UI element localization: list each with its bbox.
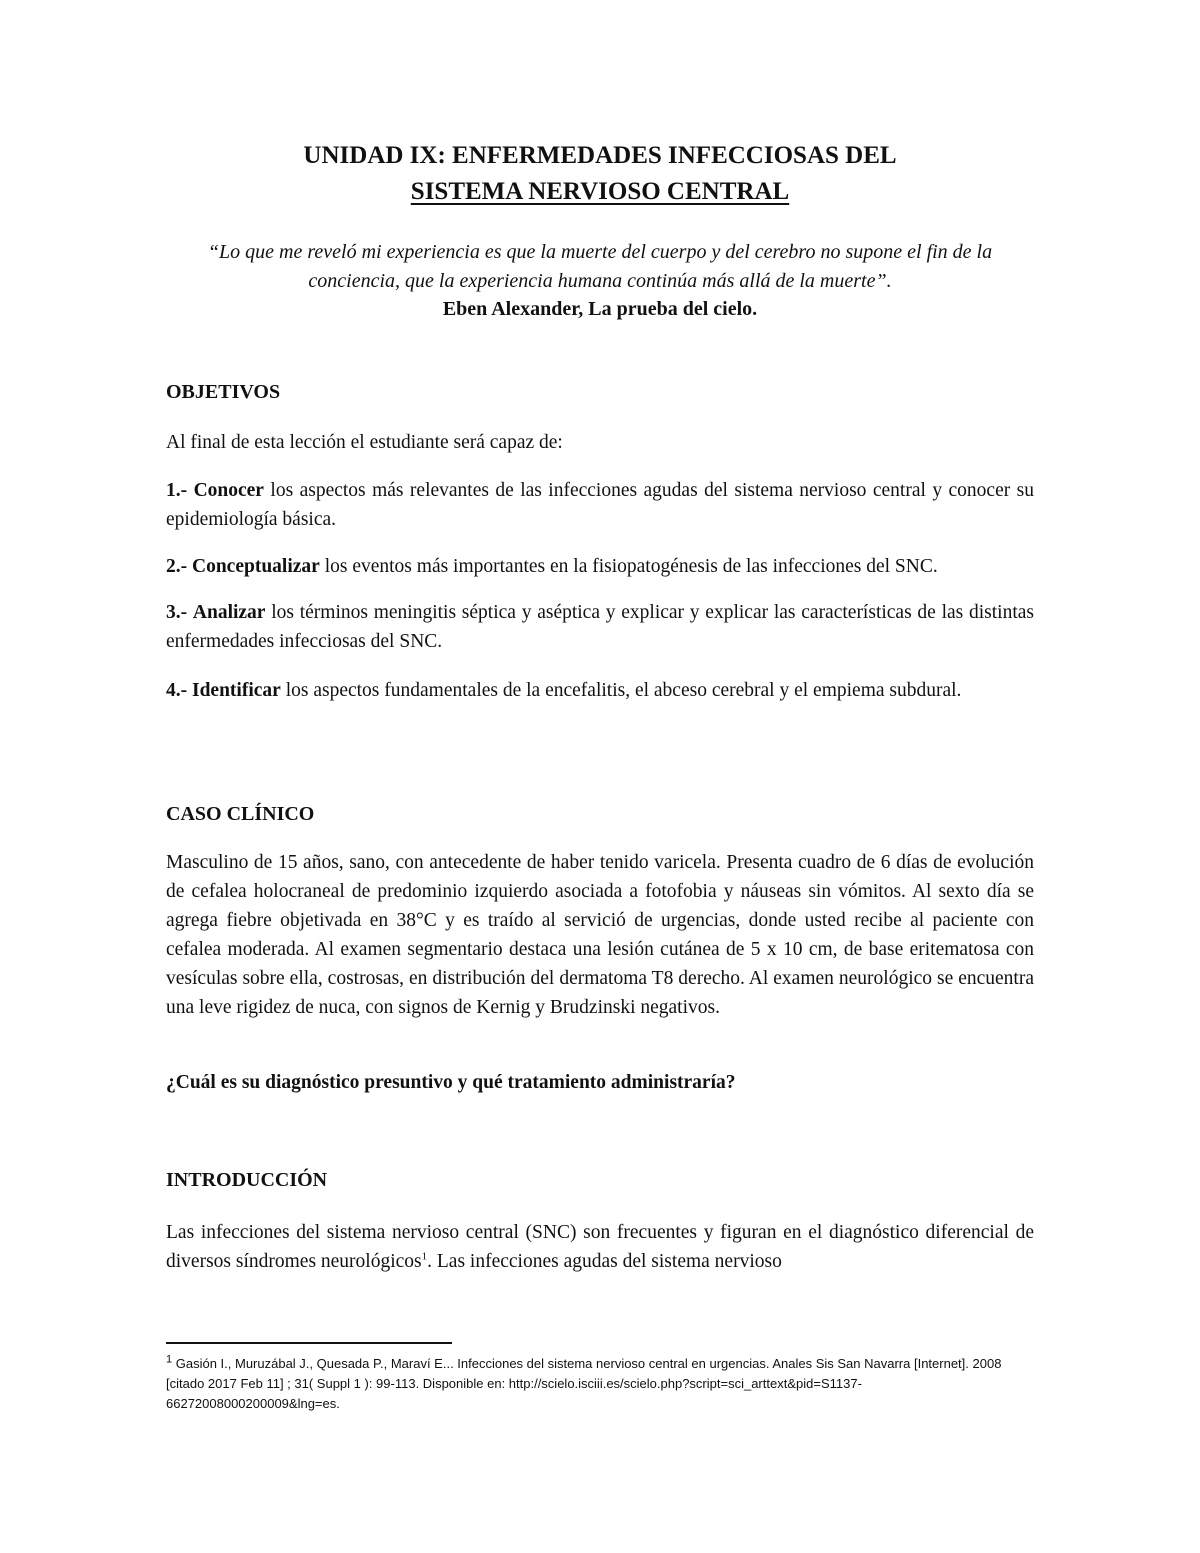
caso-clinico-question: ¿Cuál es su diagnóstico presuntivo y qué tratamiento administraría? [166,1072,736,1093]
footnote-text: Gasión I., Muruzábal J., Quesada P., Maraví E... Infecciones del sistema nervioso central en urgencias. Anales Sis San Navarra [Internet]. 2008 [citado 2017 Feb 11] ; 31( Suppl 1 ): 99-113. Disponible en: http://scielo.isciii.es/scielo.php?script=sci_arttext&pid=S1137-66272008000200009&lng=es. [166,1356,1002,1411]
introduccion-text [166,1218,1034,1276]
heading-caso-clinico: CASO CLÍNICO [166,803,315,825]
objective-2-num: 2.- [166,556,188,577]
objective-4-verb: Identificar [192,680,281,701]
objective-1-text: los aspectos más relevantes de las infecciones agudas del sistema nervioso central y conocer su epidemiología básica. [166,480,1034,530]
heading-introduccion: INTRODUCCIÓN [166,1169,328,1191]
footnote [166,1354,1034,1414]
caso-clinico-text: Masculino de 15 años, sano, con antecedente de haber tenido varicela. Presenta cuadro de 6 días de evolución de cefalea holocraneal de predominio izquierdo asociada a fotofobia y náuseas sin vómitos. Al sexto día se agrega fiebre objetivada en 38°C y es traído al servició de urgencias, donde usted recibe al paciente con cefalea moderada. Al examen segmentario destaca una lesión cutánea de 5 x 10 cm, de base eritematosa con vesículas sobre ella, costrosas, en distribución del dermatoma T8 derecho. Al examen neurológico se encuentra una leve rigidez de nuca, con signos de Kernig y Brudzinski negativos. [166,852,1034,1018]
objective-1-num: 1.- [166,480,188,501]
title-line-1: UNIDAD IX: ENFERMEDADES INFECCIOSAS DEL [303,142,897,169]
footnote-ref[interactable]: 1 [421,1250,428,1263]
footnote-number: 1 [166,1353,173,1366]
introduccion-text-a: Las infecciones del sistema nervioso central (SNC) son frecuentes y figuran en el diagnóstico diferencial de diversos síndromes neurológicos [166,1222,1034,1272]
heading-objetivos: OBJETIVOS [166,381,281,403]
objective-2-text: los eventos más importantes en la fisiopatogénesis de las infecciones del SNC. [319,556,938,577]
introduccion-text-b: . Las infecciones agudas del sistema nervioso [427,1251,782,1272]
objective-1-verb: Conocer [193,480,264,501]
objective-3-verb: Analizar [192,602,266,623]
objective-item-1 [166,476,1034,534]
objective-3-num: 3.- [166,602,188,623]
objective-item-2 [166,552,1034,581]
objective-2-verb: Conceptualizar [192,556,320,577]
objective-item-3 [166,598,1034,656]
title-line-2 [0,174,1200,210]
objective-3-text: los términos meningitis séptica y aséptica y explicar y explicar las características de las distintas enfermedades infecciosas del SNC. [166,602,1035,652]
footnote-separator [166,1342,452,1344]
objective-item-4 [166,676,1034,705]
objetivos-intro: Al final de esta lección el estudiante será capaz de: [166,432,563,453]
epigraph-quote: “Lo que me reveló mi experiencia es que la muerte del cuerpo y del cerebro no supone el fin de la conciencia, que la experiencia humana continúa más allá de la muerte”. [207,241,993,292]
epigraph-author: Eben Alexander, La prueba del cielo. [442,298,758,320]
objective-4-text: los aspectos fundamentales de la encefalitis, el abceso cerebral y el empiema subdural. [280,680,962,701]
title-line-2-text: SISTEMA NERVIOSO CENTRAL [410,178,790,205]
objective-4-num: 4.- [166,680,188,701]
